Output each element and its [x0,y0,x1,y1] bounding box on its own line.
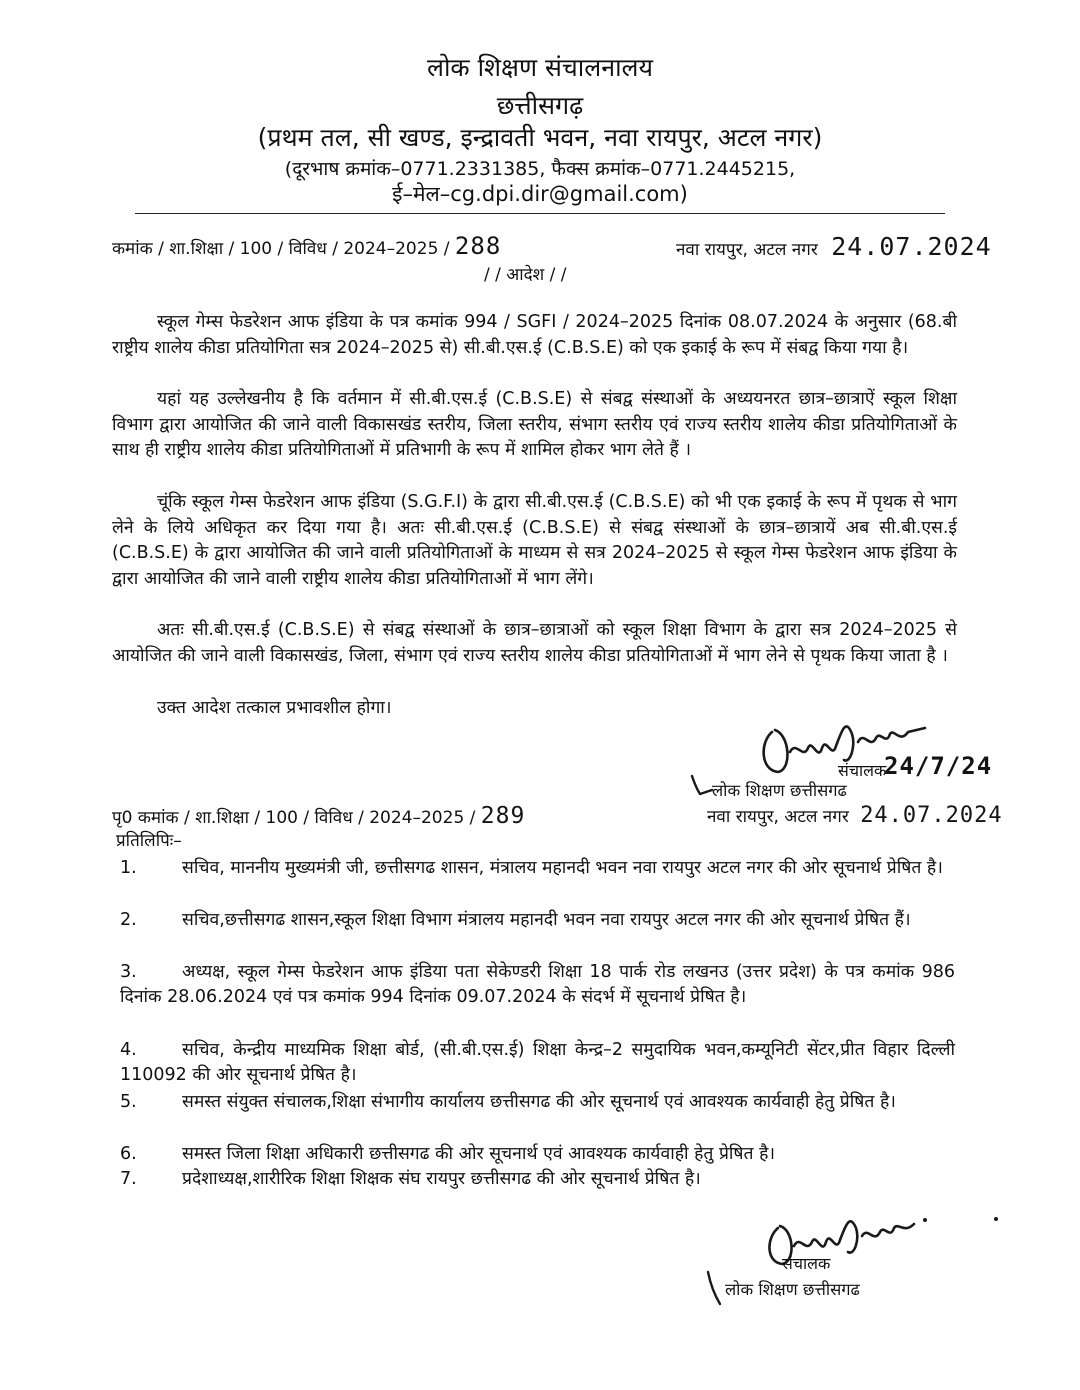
contact-phone-fax: (दूरभाष क्रमांक–0771.2331385, फैक्स क्रमांक–0771.2445215, [284,158,796,180]
body-paragraph-5: उक्त आदेश तत्काल प्रभावशील होगा। [157,698,392,718]
signature-2-designation: संचालक [782,1254,831,1273]
list-item: 4. सचिव, केन्द्रीय माध्यमिक शिक्षा बोर्ड, (सी.बी.एस.ई) शिक्षा केन्द्र–2 समुदायिक भवन,कम्यूनिटी सेंटर,प्रीत विहार दिल्ली 110092 की ओर सूचनार्थ प्रेषित है। [120,1040,955,1085]
order-title: / / आदेश / / [484,265,567,285]
list-item: 2. सचिव,छत्तीसगढ शासन,स्कूल शिक्षा विभाग मंत्रालय महानदी भवन नवा रायपुर अटल नगर की ओर सूचनार्थ प्रेषित हैं। [120,910,911,930]
office-address: (प्रथम तल, सी खण्ड, इन्द्रावती भवन, नवा रायपुर, अटल नगर) [257,123,823,152]
office-name: लोक शिक्षण संचालनालय [427,53,653,82]
list-item: 5. समस्त संयुक्त संचालक,शिक्षा संभागीय कार्यालय छत्तीसगढ की ओर सूचनार्थ एवं आवश्यक कार्यवाही हेतु प्रेषित है। [120,1092,896,1112]
signature-1-designation: संचालक [838,761,887,780]
body-paragraph-2: यहां यह उल्लेखनीय है कि वर्तमान में सी.बी.एस.ई (C.B.S.E) से संबद्व संस्थाओं के अध्ययनरत छात्र–छात्राऐं स्कूल शिक्षा विभाग द्वारा आयोजित की जाने वाली विकासखंड स्तरीय, जिला स्तरीय, संभाग स्तरीय एवं राज्य स्तरीय शालेय कीडा प्रतियोगिताओं के साथ ही राष्ट्रीय शालेय कीडा प्रतियोगिताओं में प्रतिभागी के रूप में शामिल होकर भाग लेते हैं । [112,389,957,460]
body-paragraph-3: चूंकि स्कूल गेम्स फेडरेशन आफ इंडिया (S.G.F.I) के द्वारा सी.बी.एस.ई (C.B.S.E) को भी एक इकाई के रूप में पृथक से भाग लेने के लिये अधिकृत कर दिया गया है। अतः सी.बी.एस.ई (C.B.S.E) से संबद्व संस्थाओं के छात्र–छात्रायें अब सी.बी.एस.ई (C.B.S.E) के द्वारा आयोजित की जाने वाली प्रतियोगिताओं के माध्यम से सत्र 2024–2025 से स्कूल गेम्स फेडरेशन आफ इंडिया के द्वारा आयोजित की जाने वाली राष्ट्रीय शालेय कीडा प्रतियोगिताओं में भाग लेंगे। [112,492,957,589]
list-item: 3. अध्यक्ष, स्कूल गेम्स फेडरेशन आफ इंडिया पता सेकेण्डरी शिक्षा 18 पार्क रोड लखनउ (उत्तर प्रदेश) के पत्र कमांक 986 दिनांक 28.06.2024 एवं पत्र कमांक 994 दिनांक 09.07.2024 के संदर्भ में सूचनार्थ प्रेषित है। [120,962,955,1007]
order-place: नवा रायपुर, अटल नगर [676,240,818,260]
list-item: 6. समस्त जिला शिक्षा अधिकारी छत्तीसगढ की ओर सूचनार्थ एवं आवश्यक कार्यवाही हेतु प्रेषित है। [120,1144,776,1164]
order-number-handwritten: 288 [454,232,502,260]
list-item: 1. सचिव, माननीय मुख्यमंत्री जी, छत्तीसगढ शासन, मंत्रालय महानदी भवन नवा रायपुर अटल नगर की ओर सूचनार्थ प्रेषित है। [120,858,943,878]
body-paragraph-1: स्कूल गेम्स फेडरेशन आफ इंडिया के पत्र कमांक 994 / SGFI / 2024–2025 दिनांक 08.07.2024 के अनुसार (68.बी राष्ट्रीय शालेय कीडा प्रतियोगिता सत्र 2024–2025 से) सी.बी.एस.ई (C.B.S.E) को एक इकाई के रूप में संबद्व किया गया है। [112,312,957,358]
copy-to-label: प्रतिलिपिः– [116,831,182,851]
endorsement-place: नवा रायपुर, अटल नगर [707,807,849,827]
signature-1-office: लोक शिक्षण छत्तीसगढ [712,781,847,800]
order-date-handwritten: 24.07.2024 [831,232,992,261]
endorsement-reference-text: पृ0 कमांक / शा.शिक्षा / 100 / विविध / 2024–2025 / [112,808,476,828]
contact-email: ई–मेल–cg.dpi.dir@gmail.com) [392,182,688,206]
state-name: छत्तीसगढ़ [496,91,584,120]
signature-2-office: लोक शिक्षण छत्तीसगढ [725,1280,860,1299]
order-reference-text: कमांक / शा.शिक्षा / 100 / विविध / 2024–2025 / [112,239,450,259]
endorsement-date-handwritten: 24.07.2024 [860,803,1003,828]
endorsement-number-handwritten: 289 [480,803,526,829]
signature-1-date-handwritten: 24/7/24 [884,752,993,780]
body-paragraph-4: अतः सी.बी.एस.ई (C.B.S.E) से संबद्व संस्थाओं के छात्र–छात्राओं को स्कूल शिक्षा विभाग के द्वारा सत्र 2024–2025 से आयोजित की जाने वाली विकासखंड, जिला, संभाग एवं राज्य स्तरीय शालेय कीडा प्रतियोगिताओं में भाग लेने से पृथक किया जाता है । [112,620,957,666]
list-item: 7. प्रदेशाध्यक्ष,शारीरिक शिक्षा शिक्षक संघ रायपुर छत्तीसगढ की ओर सूचनार्थ प्रेषित है। [120,1169,701,1189]
